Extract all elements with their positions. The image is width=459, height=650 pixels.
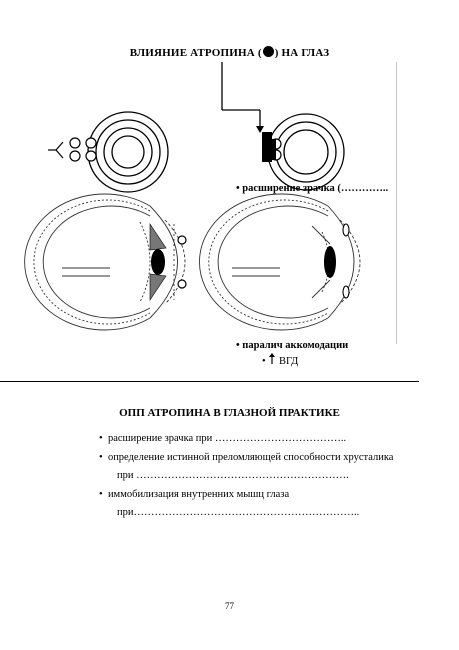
pupil-dilation-caption: • расширение зрачка (………….. [236, 183, 389, 194]
receptor-circles-left [70, 138, 96, 161]
agonist-y-icon [48, 142, 63, 158]
lens-accommodated [151, 249, 165, 275]
list-item: • расширение зрачка при ……………………………….. [99, 433, 347, 444]
right-margin-line [396, 62, 397, 344]
sphincter-markers-right [343, 224, 349, 298]
title-text-start: ВЛИЯНИЕ АТРОПИНА ( [129, 47, 262, 59]
page-number: 77 [225, 601, 234, 611]
iop-increase-caption: • ВГД [262, 353, 298, 367]
accommodation-paralysis-caption: • паралич аккомодации [236, 340, 349, 351]
section-divider [0, 381, 419, 382]
section-heading: ОПП АТРОПИНА В ГЛАЗНОЙ ПРАКТИКЕ [119, 407, 340, 419]
lens-flattened [324, 246, 336, 278]
list-item-continuation: при……………………………………………………….. [117, 507, 360, 518]
list-item: • иммобилизация внутренних мышц глаза [99, 489, 290, 500]
atropine-blocker-icon [262, 132, 281, 162]
title-text-end: ) НА ГЛАЗ [274, 47, 330, 59]
list-item: • определение истинной преломляющей способности хрусталика [99, 452, 394, 463]
normal-iris-rings [88, 112, 168, 192]
list-item-continuation: при ……………………………………………………. [117, 470, 349, 481]
up-arrow-icon [268, 353, 276, 365]
effect-arrow [222, 62, 264, 133]
